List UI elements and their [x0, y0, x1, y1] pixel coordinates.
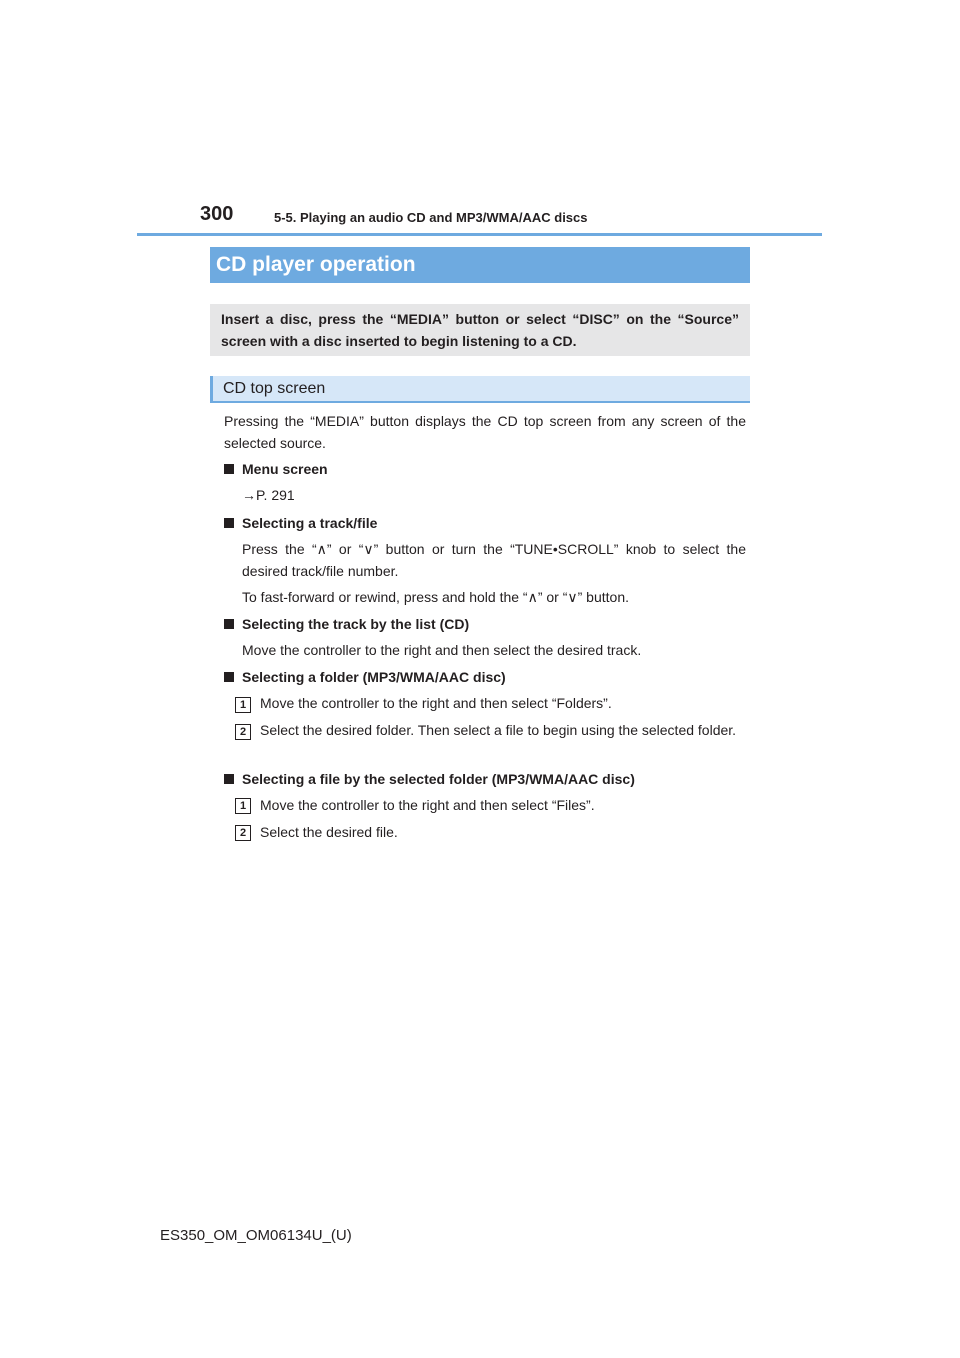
description-text: Pressing the “MEDIA” button displays the CD top screen from any screen of the selected source. — [224, 413, 746, 451]
file-step-1-text: Move the controller to the right and then select “Files”. — [260, 797, 595, 813]
subheading: CD top screen — [210, 376, 750, 403]
step-number-badge: 2 — [235, 825, 251, 841]
folder-step-2-text: Select the desired folder. Then select a file to begin using the selected folder. — [260, 722, 737, 738]
bullet-square-icon — [224, 619, 234, 629]
file-step-2-text: Select the desired file. — [260, 824, 398, 840]
bullet-square-icon — [224, 518, 234, 528]
intro-box: Insert a disc, press the “MEDIA” button or select “DISC” on the “Source” screen with a disc inserted to begin listening to a CD. — [210, 304, 750, 356]
page-title: CD player operation — [210, 247, 750, 283]
heading-selecting-folder: Selecting a folder (MP3/WMA/AAC disc) — [224, 667, 506, 687]
bullet-square-icon — [224, 774, 234, 784]
document-code-footer: ES350_OM_OM06134U_(U) — [160, 1227, 352, 1244]
header-rule — [137, 233, 822, 236]
bullet-square-icon — [224, 464, 234, 474]
page-number: 300 — [200, 203, 234, 225]
step-number-badge: 1 — [235, 697, 251, 713]
list-text: Move the controller to the right and then select the desired track. — [242, 642, 642, 658]
step-number-badge: 2 — [235, 724, 251, 740]
heading-selecting-track: Selecting a track/file — [224, 513, 377, 533]
section-header: 5-5. Playing an audio CD and MP3/WMA/AAC discs — [274, 210, 588, 225]
track-text-1: Press the “∧” or “∨” button or turn the “TUNE•SCROLL” knob to select the desired track/file number. — [242, 541, 746, 579]
heading-file-by-folder: Selecting a file by the selected folder (MP3/WMA/AAC disc) — [224, 769, 635, 789]
heading-menu-screen: Menu screen — [224, 459, 328, 479]
menu-reference-link[interactable]: →P. 291 — [242, 487, 295, 503]
heading-track-by-list: Selecting the track by the list (CD) — [224, 614, 469, 634]
track-text-2: To fast-forward or rewind, press and hold the “∧” or “∨” button. — [242, 589, 629, 605]
step-number-badge: 1 — [235, 798, 251, 814]
bullet-square-icon — [224, 672, 234, 682]
folder-step-1-text: Move the controller to the right and then select “Folders”. — [260, 695, 612, 711]
